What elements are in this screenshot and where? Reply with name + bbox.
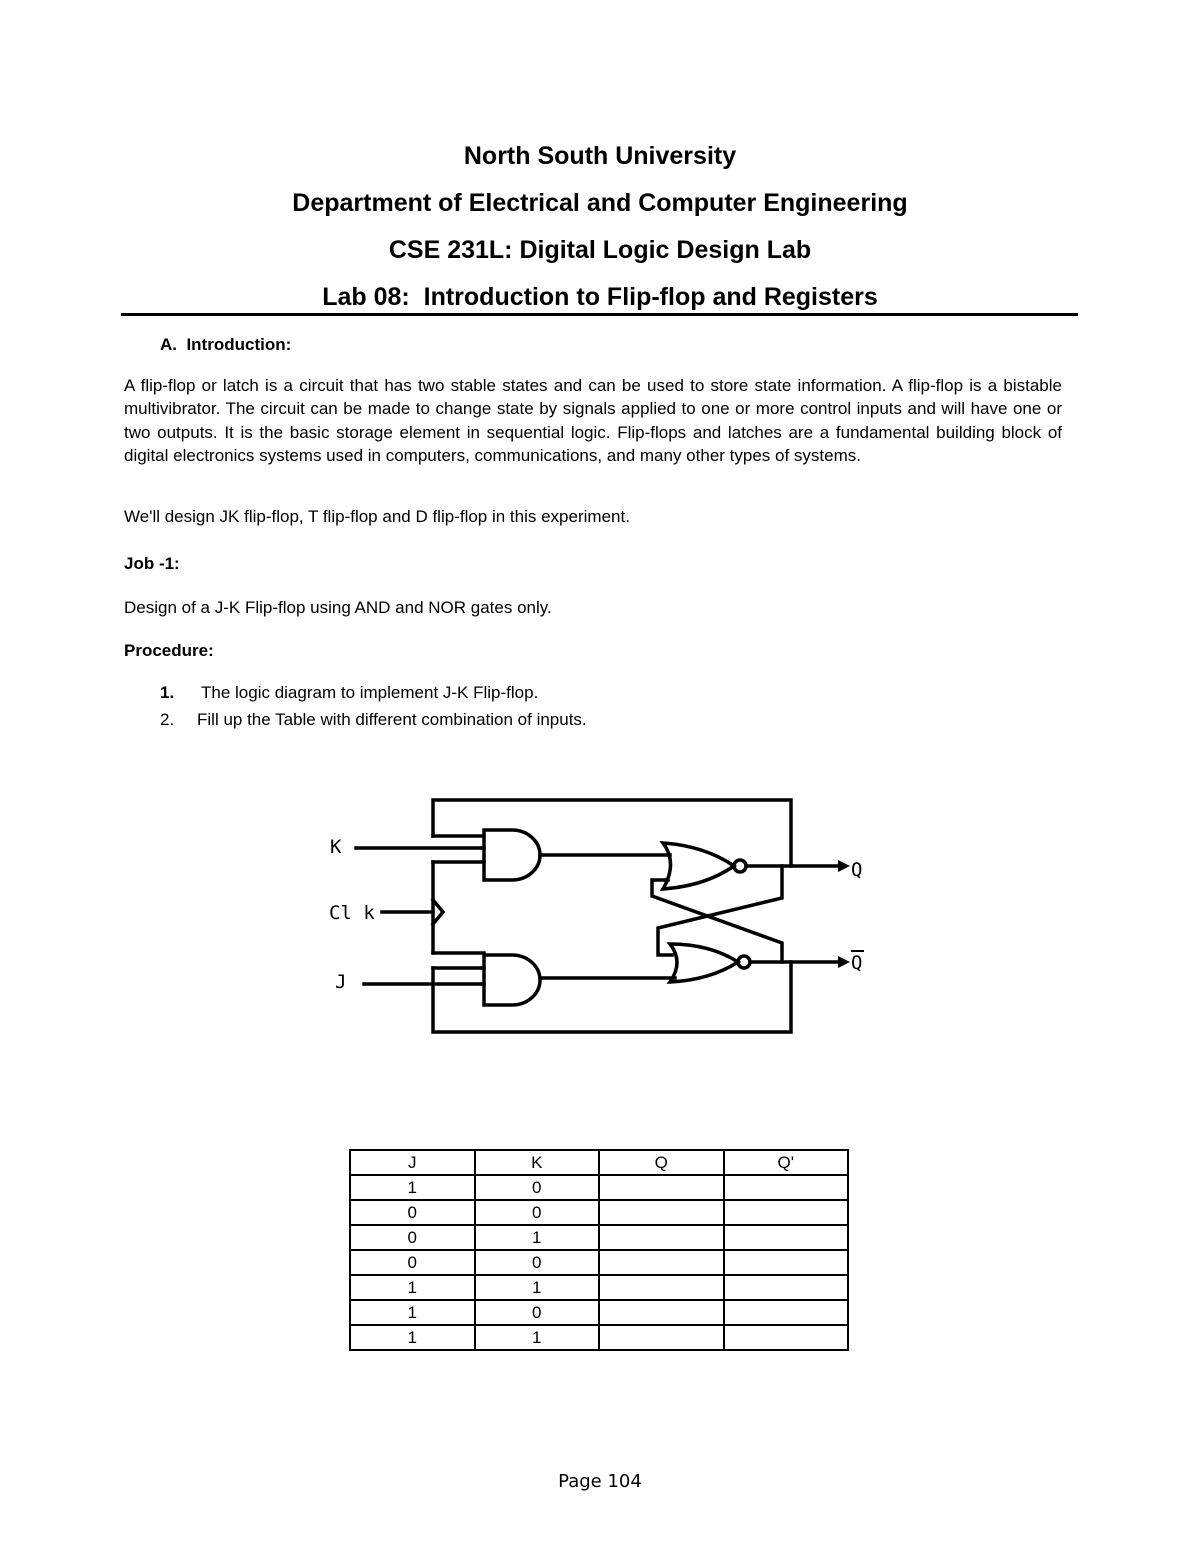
k-label: K (330, 836, 342, 858)
table-cell: 1 (475, 1275, 600, 1300)
introduction-heading: A. Introduction: (160, 335, 292, 354)
nor-gate-lower (670, 944, 738, 982)
table-cell: 1 (350, 1300, 475, 1325)
table-cell (724, 1325, 849, 1350)
table-row (350, 1225, 848, 1250)
table-cell: 0 (475, 1250, 600, 1275)
table-cell (599, 1200, 724, 1225)
table-header-row (350, 1150, 848, 1175)
column-header: Q (599, 1150, 724, 1175)
table-cell: 0 (475, 1300, 600, 1325)
feedback-wire-bottom (433, 962, 791, 1032)
job-description: Design of a J-K Flip-flop using AND and NOR gates only. (124, 598, 552, 617)
table-cell: 0 (350, 1250, 475, 1275)
step-number: 1. (160, 683, 175, 702)
table-cell (599, 1275, 724, 1300)
table-row (350, 1325, 848, 1350)
job-heading: Job -1: (124, 554, 180, 573)
page-number: Page 104 (558, 1471, 642, 1492)
table-row (350, 1200, 848, 1225)
table-cell (724, 1300, 849, 1325)
cross-wire-q-to-lower-nor (658, 866, 782, 955)
table-cell: 1 (475, 1225, 600, 1250)
table-cell: 0 (350, 1225, 475, 1250)
table-cell (724, 1275, 849, 1300)
table-cell (599, 1325, 724, 1350)
table-cell (724, 1250, 849, 1275)
table-cell: 0 (350, 1200, 475, 1225)
table-cell (724, 1225, 849, 1250)
table-cell: 1 (475, 1325, 600, 1350)
column-header: Q' (724, 1150, 849, 1175)
table-cell: 0 (475, 1175, 600, 1200)
nor-gate-upper (663, 843, 734, 889)
and-gate-upper (484, 830, 540, 880)
table-row (350, 1250, 848, 1275)
j-label: J (335, 971, 347, 993)
table-row (350, 1275, 848, 1300)
q-output-arrow-icon (838, 860, 850, 872)
step-number: 2. (160, 710, 175, 729)
university-name: North South University (463, 142, 737, 170)
step-text: The logic diagram to implement J-K Flip-flop. (201, 683, 539, 702)
table-cell (724, 1200, 849, 1225)
table-cell (599, 1250, 724, 1275)
department-name: Department of Electrical and Computer Engineering (292, 189, 908, 217)
table-cell: 1 (350, 1275, 475, 1300)
table-cell (599, 1300, 724, 1325)
procedure-heading: Procedure: (124, 641, 214, 660)
q-label: Q (851, 859, 863, 881)
qbar-label: Q (851, 952, 863, 974)
table-cell: 0 (475, 1200, 600, 1225)
cross-wire-qbar-to-upper-nor (652, 880, 782, 962)
course-title: CSE 231L: Digital Logic Design Lab (388, 236, 812, 264)
table-cell: 1 (350, 1175, 475, 1200)
step-text: Fill up the Table with different combination of inputs. (197, 710, 587, 729)
introduction-paragraph: A flip-flop or latch is a circuit that has two stable states and can be used to store state information. A flip-flop is a bistable multivibrator. The circuit can be made to change state by signals applied to one or more control inputs and will have one or two outputs. It is the basic storage element in sequential logic. Flip-flops and latches are a fundamental building block of digital electronics systems used in computers, communications, and many other types of systems. (124, 376, 1062, 465)
table-cell (724, 1175, 849, 1200)
column-header: K (475, 1150, 600, 1175)
table-row (350, 1175, 848, 1200)
column-header: J (350, 1150, 475, 1175)
table-cell: 1 (350, 1325, 475, 1350)
and-gate-lower (484, 955, 540, 1005)
lab-title: Lab 08: Introduction to Flip-flop and Registers (322, 283, 878, 311)
qbar-output-arrow-icon (838, 956, 850, 968)
table-cell (599, 1175, 724, 1200)
jk-truth-table (349, 1149, 849, 1351)
table-cell (599, 1225, 724, 1250)
table-row (350, 1300, 848, 1325)
design-note: We'll design JK flip-flop, T flip-flop and D flip-flop in this experiment. (124, 507, 630, 526)
clk-label: Cl k (329, 902, 375, 924)
